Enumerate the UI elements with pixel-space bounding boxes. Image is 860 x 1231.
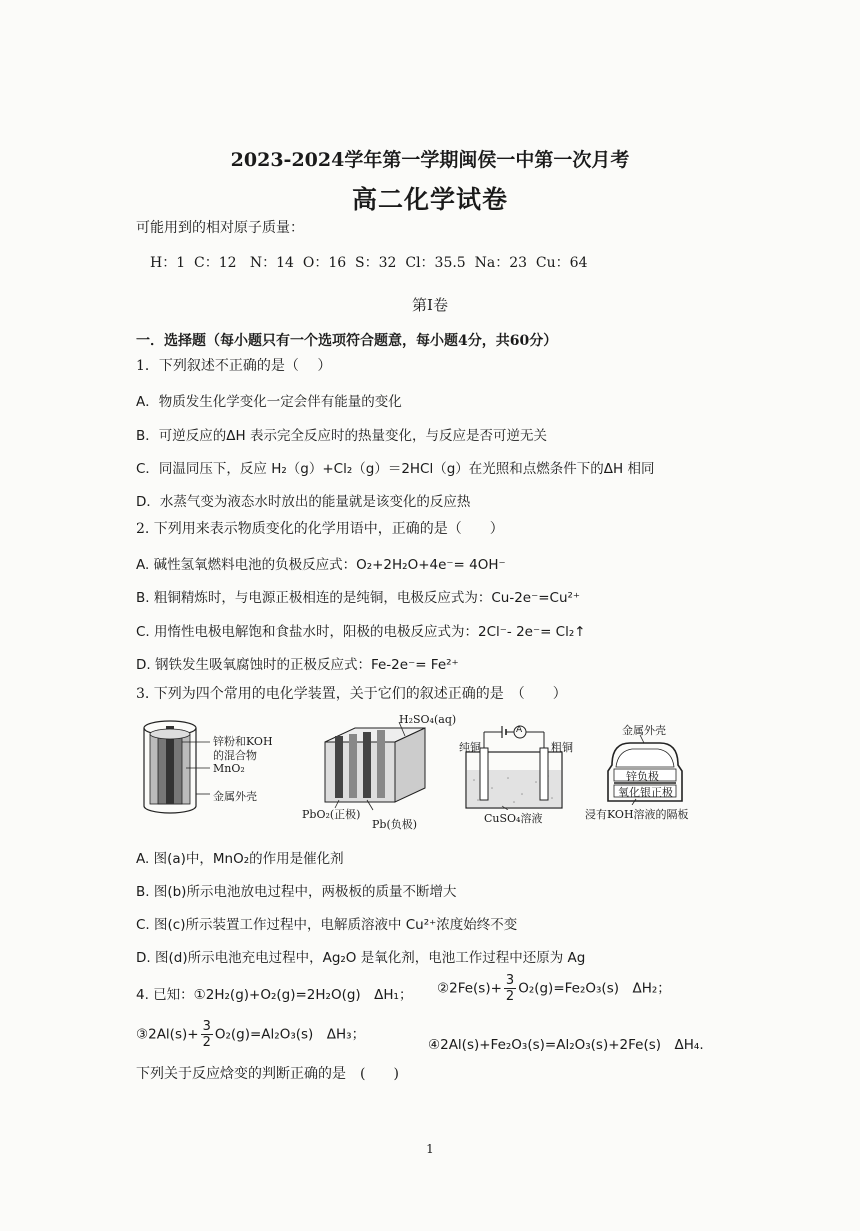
q4-stem: 下列关于反应焓变的判断正确的是 ( ) (136, 1066, 399, 1082)
figure-a-label-zinc: 锌粉和KOH (213, 735, 273, 748)
q4-fraction-2-num: 3 (505, 973, 515, 988)
q1-option-a: A．物质发生化学变化一定会伴有能量的变化 (136, 394, 402, 410)
q1-stem: 1．下列叙述不正确的是（ ） (136, 358, 332, 374)
figure-a-label-mixture: 的混合物 (213, 749, 257, 762)
figure-b-label-acid: H₂SO₄(aq) (399, 713, 457, 726)
atomic-mass-values: H：1 C：12 N：14 O：16 S：32 Cl：35.5 Na：23 Cu：64 (150, 255, 588, 271)
q3-option-d: D. 图(d)所示电池充电过程中，Ag₂O 是氧化剂，电池工作过程中还原为 Ag (136, 950, 586, 966)
figure-b-label-pbo2: PbO₂(正极) (302, 808, 361, 821)
q3-option-c: C. 图(c)所示装置工作过程中，电解质溶液中 Cu²⁺浓度始终不变 (136, 917, 518, 933)
figure-c-ammeter-label: A (516, 725, 523, 735)
figure-d-label-separator: 浸有KOH溶液的隔板 (585, 808, 689, 821)
q3-option-b: B. 图(b)所示电池放电过程中，两极板的质量不断增大 (136, 884, 457, 900)
figure-d-label-ag2o: 氧化银正极 (618, 786, 673, 799)
q2-stem: 2. 下列用来表示物质变化的化学用语中，正确的是（ ） (136, 521, 504, 537)
figure-d-label-shell: 金属外壳 (622, 724, 666, 737)
q2-option-b: B. 粗铜精炼时，与电源正极相连的是纯铜，电极反应式为：Cu-2e⁻=Cu²⁺ (136, 590, 581, 606)
q1-option-b: B．可逆反应的ΔH 表示完全反应时的热量变化，与反应是否可逆无关 (136, 428, 547, 444)
q4-reaction-2-rhs: O₂(g)=Fe₂O₃(s) ΔH₂； (518, 980, 671, 997)
q4-fraction-2 (504, 973, 516, 1004)
q4-reaction-3-lhs: ③2Al(s)+ (136, 1026, 199, 1043)
q2-option-a: A. 碱性氢氧燃料电池的负极反应式：O₂+2H₂O+4e⁻= 4OH⁻ (136, 557, 506, 573)
q4-fraction-3-num: 3 (202, 1019, 211, 1034)
figure-b-label-pb: Pb(负极) (372, 818, 418, 831)
figure-b-lead-acid-battery (315, 722, 435, 812)
page-number: 1 (426, 1142, 434, 1156)
q1-option-c: C．同温同压下，反应 H₂（g）+Cl₂（g）＝2HCl（g）在光照和点燃条件下的ΔH 相同 (136, 461, 655, 477)
q4-reaction-2 (437, 973, 671, 1004)
atomic-mass-label: 可能用到的相对原子质量： (136, 220, 304, 236)
q4-reaction-1: 4. 已知：①2H₂(g)+O₂(g)=2H₂O(g) ΔH₁； (136, 987, 413, 1003)
figure-a-label-mno2: MnO₂ (213, 762, 245, 775)
figure-d-label-zinc: 锌负极 (626, 770, 659, 783)
q4-reaction-3 (136, 1019, 365, 1050)
q1-option-d: D．水蒸气变为液态水时放出的能量就是该变化的反应热 (136, 494, 471, 510)
q2-option-d: D. 钢铁发生吸氧腐蚀时的正极反应式：Fe-2e⁻= Fe²⁺ (136, 657, 459, 673)
section-heading: 一．选择题（每小题只有一个选项符合题意，每小题4分，共60分） (136, 333, 558, 349)
figure-c-label-cuso4: CuSO₄溶液 (484, 812, 543, 825)
q2-option-c: C. 用惰性电极电解饱和食盐水时，阳极的电极反应式为：2Cl⁻- 2e⁻= Cl₂↑ (136, 624, 586, 640)
figure-c-label-crude-cu: 粗铜 (551, 741, 573, 754)
exam-title: 2023-2024学年第一学期闽侯一中第一次月考 (230, 149, 630, 171)
volume-heading: 第Ⅰ卷 (412, 296, 448, 314)
q4-fraction-2-den: 2 (505, 989, 515, 1004)
q3-stem: 3. 下列为四个常用的电化学装置，关于它们的叙述正确的是 （ ） (136, 686, 567, 702)
figure-a-label-shell: 金属外壳 (213, 790, 257, 803)
q3-option-a: A. 图(a)中，MnO₂的作用是催化剂 (136, 851, 344, 867)
exam-subject: 高二化学试卷 (351, 185, 508, 214)
q4-reaction-2-lhs: ②2Fe(s)+ (437, 980, 502, 997)
q4-reaction-4: ④2Al(s)+Fe₂O₃(s)=Al₂O₃(s)+2Fe(s) ΔH₄. (428, 1037, 704, 1053)
q4-fraction-3-den: 2 (202, 1035, 211, 1050)
q4-fraction-3 (201, 1019, 213, 1050)
figure-c-label-pure-cu: 纯铜 (459, 741, 481, 754)
q4-reaction-3-rhs: O₂(g)=Al₂O₃(s) ΔH₃； (214, 1026, 366, 1043)
